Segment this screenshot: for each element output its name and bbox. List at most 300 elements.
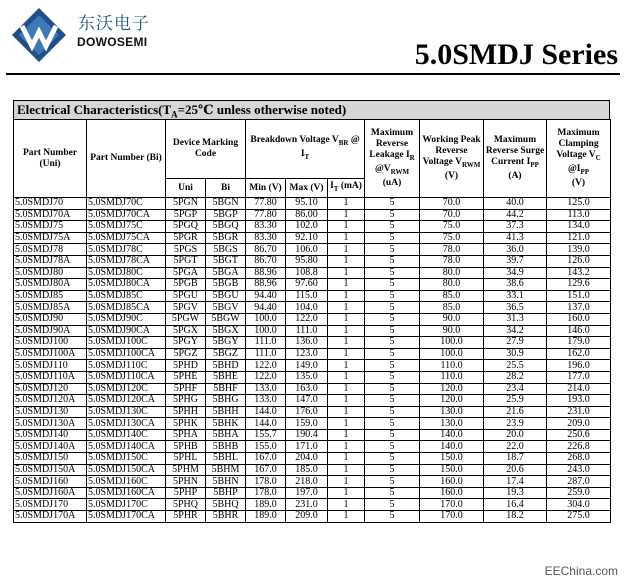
table-cell: 5PHQ: [166, 499, 206, 511]
table-cell: 5.0SMDJ130: [14, 406, 87, 418]
table-cell: 5BGY: [206, 337, 246, 349]
table-cell: 5PGU: [166, 290, 206, 302]
table-cell: 196.0: [547, 360, 611, 372]
table-cell: 190.4: [286, 429, 328, 441]
table-cell: 5BGT: [206, 255, 246, 267]
table-cell: 1: [328, 406, 365, 418]
table-cell: 5PGW: [166, 313, 206, 325]
table-cell: 5.0SMDJ90C: [87, 313, 166, 325]
table-cell: 5.0SMDJ170C: [87, 499, 166, 511]
table-cell: 111.0: [246, 337, 286, 349]
table-cell: 100.0: [246, 313, 286, 325]
table-cell: 5: [365, 348, 420, 360]
col-bi: Bi: [206, 179, 246, 198]
table-cell: 83.30: [246, 221, 286, 233]
table-cell: 5PHE: [166, 371, 206, 383]
table-cell: 5: [365, 232, 420, 244]
col-vc: Maximum Clamping Voltage $V_C$ $@I_{PP}$ (V): [547, 120, 611, 198]
table-cell: 104.0: [286, 302, 328, 314]
table-cell: 16.4: [484, 499, 547, 511]
table-cell: 134.0: [547, 221, 611, 233]
table-cell: 18.2: [484, 511, 547, 523]
table-cell: 5: [365, 487, 420, 499]
table-body: [14, 198, 611, 523]
table-row: [14, 348, 611, 360]
table-row: [14, 290, 611, 302]
table-cell: 5.0SMDJ170A: [14, 511, 87, 523]
table-row: [14, 360, 611, 372]
table-cell: 5: [365, 244, 420, 256]
table-cell: 5.0SMDJ100A: [14, 348, 87, 360]
table-cell: 86.70: [246, 244, 286, 256]
col-breakdown: Breakdown Voltage $V_{BR}$ @ $I_T$: [246, 120, 365, 179]
table-row: [14, 406, 611, 418]
table-cell: 5BHA: [206, 429, 246, 441]
table-cell: 1: [328, 221, 365, 233]
table-cell: 1: [328, 441, 365, 453]
table-cell: 5: [365, 360, 420, 372]
table-cell: 1: [328, 302, 365, 314]
table-cell: 108.8: [286, 267, 328, 279]
table-cell: 5: [365, 464, 420, 476]
table-cell: 25.9: [484, 395, 547, 407]
table-cell: 139.0: [547, 244, 611, 256]
table-cell: 5.0SMDJ85CA: [87, 302, 166, 314]
table-cell: 5.0SMDJ140C: [87, 429, 166, 441]
table-cell: 5BHQ: [206, 499, 246, 511]
table-cell: 136.0: [286, 337, 328, 349]
col-part-uni: Part Number (Uni): [14, 120, 87, 198]
table-cell: 5.0SMDJ110: [14, 360, 87, 372]
table-cell: 5PHK: [166, 418, 206, 430]
table-cell: 36.5: [484, 302, 547, 314]
table-cell: 130.0: [420, 406, 484, 418]
table-cell: 5.0SMDJ130C: [87, 406, 166, 418]
table-cell: 30.9: [484, 348, 547, 360]
table-cell: 5.0SMDJ78A: [14, 255, 87, 267]
table-cell: 5BHP: [206, 487, 246, 499]
table-cell: 304.0: [547, 499, 611, 511]
table-cell: 5BGP: [206, 209, 246, 221]
table-cell: 5BHE: [206, 371, 246, 383]
table-cell: 133.0: [246, 383, 286, 395]
table-cell: 110.0: [420, 371, 484, 383]
table-cell: 5BHM: [206, 464, 246, 476]
table-cell: 75.0: [420, 221, 484, 233]
table-cell: 125.0: [547, 198, 611, 210]
table-cell: 5.0SMDJ85A: [14, 302, 87, 314]
table-cell: 137.0: [547, 302, 611, 314]
table-cell: 146.0: [547, 325, 611, 337]
table-row: [14, 429, 611, 441]
table-cell: 144.0: [246, 418, 286, 430]
table-cell: 162.0: [547, 348, 611, 360]
table-cell: 5: [365, 371, 420, 383]
table-cell: 5: [365, 337, 420, 349]
table-cell: 5BHK: [206, 418, 246, 430]
table-cell: 287.0: [547, 476, 611, 488]
table-cell: 5BHL: [206, 453, 246, 465]
table-cell: 5.0SMDJ70CA: [87, 209, 166, 221]
table-row: [14, 383, 611, 395]
table-cell: 86.00: [286, 209, 328, 221]
table-cell: 5.0SMDJ160A: [14, 487, 87, 499]
table-cell: 178.0: [246, 476, 286, 488]
table-row: [14, 371, 611, 383]
col-vrwm: Working Peak Reverse Voltage $V_{RWM}$ (V): [420, 120, 484, 198]
table-cell: 5PHN: [166, 476, 206, 488]
table-cell: 160.0: [420, 476, 484, 488]
table-cell: 25.5: [484, 360, 547, 372]
table-cell: 1: [328, 418, 365, 430]
table-cell: 5.0SMDJ130A: [14, 418, 87, 430]
table-cell: 151.0: [547, 290, 611, 302]
table-cell: 5BGX: [206, 325, 246, 337]
table-cell: 5.0SMDJ120CA: [87, 395, 166, 407]
table-cell: 5.0SMDJ80A: [14, 279, 87, 291]
table-cell: 100.0: [420, 337, 484, 349]
table-cell: 5.0SMDJ160C: [87, 476, 166, 488]
table-cell: 111.0: [286, 325, 328, 337]
table-cell: 5: [365, 441, 420, 453]
table-cell: 5PGX: [166, 325, 206, 337]
col-marking: Device Marking Code: [166, 120, 246, 179]
table-cell: 1: [328, 453, 365, 465]
table-row: [14, 511, 611, 523]
electrical-characteristics-table: [13, 100, 610, 523]
table-cell: 123.0: [286, 348, 328, 360]
table-cell: 88.96: [246, 267, 286, 279]
table-cell: 5.0SMDJ120: [14, 383, 87, 395]
table-cell: 121.0: [547, 232, 611, 244]
table-cell: 5: [365, 255, 420, 267]
table-cell: 5.0SMDJ170: [14, 499, 87, 511]
table-cell: 113.0: [547, 209, 611, 221]
table-cell: 5.0SMDJ80C: [87, 267, 166, 279]
table-row: [14, 313, 611, 325]
table-cell: 259.0: [547, 487, 611, 499]
table-cell: 90.0: [420, 313, 484, 325]
table-cell: 1: [328, 499, 365, 511]
table-cell: 1: [328, 383, 365, 395]
table-cell: 5PGA: [166, 267, 206, 279]
table-cell: 1: [328, 232, 365, 244]
table-cell: 88.96: [246, 279, 286, 291]
table-cell: 5PHD: [166, 360, 206, 372]
table-cell: 5: [365, 453, 420, 465]
table-row: [14, 209, 611, 221]
table-cell: 144.0: [246, 406, 286, 418]
series-title: 5.0SMDJ Series: [414, 38, 618, 71]
table-cell: 120.0: [420, 395, 484, 407]
table-cell: 5: [365, 198, 420, 210]
table-cell: 122.0: [286, 313, 328, 325]
table-cell: 5: [365, 406, 420, 418]
table-cell: 171.0: [286, 441, 328, 453]
table-row: [14, 337, 611, 349]
table-cell: 170.0: [420, 499, 484, 511]
table-row: [14, 464, 611, 476]
table-cell: 129.6: [547, 279, 611, 291]
table-cell: 1: [328, 198, 365, 210]
table-cell: 275.0: [547, 511, 611, 523]
table-cell: 75.0: [420, 232, 484, 244]
table-cell: 18.7: [484, 453, 547, 465]
table-cell: 5PHA: [166, 429, 206, 441]
table-cell: 5BGZ: [206, 348, 246, 360]
table-cell: 100.0: [246, 325, 286, 337]
table-cell: 5PGY: [166, 337, 206, 349]
table-cell: 5: [365, 429, 420, 441]
table-row: [14, 302, 611, 314]
table-cell: 5BHH: [206, 406, 246, 418]
table-cell: 5.0SMDJ85C: [87, 290, 166, 302]
table-cell: 41.3: [484, 232, 547, 244]
table-cell: 176.0: [286, 406, 328, 418]
table-cell: 95.10: [286, 198, 328, 210]
table-cell: 5.0SMDJ85: [14, 290, 87, 302]
table-cell: 1: [328, 429, 365, 441]
table-cell: 160.0: [547, 313, 611, 325]
col-it: $I_T$ (mA): [328, 179, 365, 198]
table-cell: 5PHF: [166, 383, 206, 395]
table-cell: 85.0: [420, 290, 484, 302]
table-cell: 159.0: [286, 418, 328, 430]
table-row: [14, 198, 611, 210]
table-cell: 5.0SMDJ70: [14, 198, 87, 210]
table-cell: 28.2: [484, 371, 547, 383]
table-cell: 170.0: [420, 511, 484, 523]
table-cell: 5: [365, 313, 420, 325]
table-row: [14, 232, 611, 244]
table-cell: 133.0: [246, 395, 286, 407]
table-cell: 1: [328, 337, 365, 349]
table-cell: 204.0: [286, 453, 328, 465]
table-cell: 5PHR: [166, 511, 206, 523]
table-cell: 92.10: [286, 232, 328, 244]
table-cell: 5.0SMDJ80: [14, 267, 87, 279]
table-cell: 23.9: [484, 418, 547, 430]
table-cell: 5BHB: [206, 441, 246, 453]
table-cell: 5: [365, 267, 420, 279]
table-cell: 37.3: [484, 221, 547, 233]
table-cell: 77.80: [246, 209, 286, 221]
table-cell: 5BGV: [206, 302, 246, 314]
table-cell: 5.0SMDJ90A: [14, 325, 87, 337]
table-cell: 143.2: [547, 267, 611, 279]
table-row: [14, 441, 611, 453]
table-cell: 155.7: [246, 429, 286, 441]
table-cell: 150.0: [420, 464, 484, 476]
table-cell: 149.0: [286, 360, 328, 372]
table-cell: 95.80: [286, 255, 328, 267]
table-row: [14, 395, 611, 407]
table-cell: 5.0SMDJ78: [14, 244, 87, 256]
table-caption: Electrical $Characteristics(T_A=25℃$ unless otherwise noted): [13, 100, 610, 119]
table-cell: 1: [328, 325, 365, 337]
table-cell: 5.0SMDJ140A: [14, 441, 87, 453]
table-cell: 5BHG: [206, 395, 246, 407]
table-cell: 5PGS: [166, 244, 206, 256]
table-cell: 226.8: [547, 441, 611, 453]
table-cell: 147.0: [286, 395, 328, 407]
table-row: [14, 453, 611, 465]
table-cell: 1: [328, 476, 365, 488]
table-cell: 102.0: [286, 221, 328, 233]
table-cell: 5.0SMDJ70C: [87, 198, 166, 210]
table-cell: 80.0: [420, 267, 484, 279]
table-cell: 1: [328, 267, 365, 279]
col-uni: Uni: [166, 179, 206, 198]
table-cell: 5.0SMDJ100: [14, 337, 87, 349]
table-cell: 197.0: [286, 487, 328, 499]
table-cell: 5.0SMDJ120A: [14, 395, 87, 407]
table-cell: 97.60: [286, 279, 328, 291]
table-cell: 5BHF: [206, 383, 246, 395]
table-cell: 5: [365, 476, 420, 488]
table-cell: 5PGP: [166, 209, 206, 221]
table-cell: 5PGB: [166, 279, 206, 291]
table-cell: 5: [365, 511, 420, 523]
table-cell: 5.0SMDJ160: [14, 476, 87, 488]
table-cell: 163.0: [286, 383, 328, 395]
table-row: [14, 279, 611, 291]
table-cell: 5BHD: [206, 360, 246, 372]
table-row: [14, 499, 611, 511]
table-cell: 5.0SMDJ100C: [87, 337, 166, 349]
table-cell: 39.7: [484, 255, 547, 267]
table-cell: 214.0: [547, 383, 611, 395]
table-cell: 5.0SMDJ75C: [87, 221, 166, 233]
table-cell: 140.0: [420, 429, 484, 441]
table-cell: 160.0: [420, 487, 484, 499]
table-cell: 1: [328, 209, 365, 221]
table-cell: 33.1: [484, 290, 547, 302]
table-cell: 86.70: [246, 255, 286, 267]
table-cell: 209.0: [286, 511, 328, 523]
table-cell: 5.0SMDJ75: [14, 221, 87, 233]
table-cell: 5: [365, 325, 420, 337]
col-ipp: Maximum Reverse Surge Current $I_{PP}$ (A): [484, 120, 547, 198]
table-cell: 78.0: [420, 255, 484, 267]
table-cell: 185.0: [286, 464, 328, 476]
table-row: [14, 255, 611, 267]
table-row: [14, 221, 611, 233]
table-cell: 231.0: [286, 499, 328, 511]
table-cell: 5.0SMDJ75A: [14, 232, 87, 244]
table-cell: 27.9: [484, 337, 547, 349]
table-cell: 17.4: [484, 476, 547, 488]
table-cell: 5BHR: [206, 511, 246, 523]
table-cell: 31.3: [484, 313, 547, 325]
table-cell: 250.6: [547, 429, 611, 441]
table-cell: 40.0: [484, 198, 547, 210]
table-cell: 120.0: [420, 383, 484, 395]
table-cell: 5BGA: [206, 267, 246, 279]
table-cell: 70.0: [420, 198, 484, 210]
watermark: EEChina.com: [544, 564, 618, 578]
table-cell: 5BGU: [206, 290, 246, 302]
table-cell: 115.0: [286, 290, 328, 302]
table-cell: 5.0SMDJ140: [14, 429, 87, 441]
table-cell: 5PGQ: [166, 221, 206, 233]
table-cell: 5.0SMDJ110C: [87, 360, 166, 372]
table-cell: 5BGQ: [206, 221, 246, 233]
table-cell: 5.0SMDJ110CA: [87, 371, 166, 383]
table-cell: 5.0SMDJ110A: [14, 371, 87, 383]
table-cell: 20.0: [484, 429, 547, 441]
table-cell: 5PHG: [166, 395, 206, 407]
table-cell: 5.0SMDJ120C: [87, 383, 166, 395]
table-cell: 5BGS: [206, 244, 246, 256]
table-cell: 23.4: [484, 383, 547, 395]
table-cell: 5PGR: [166, 232, 206, 244]
table-cell: 110.0: [420, 360, 484, 372]
table-cell: 178.0: [246, 487, 286, 499]
table-cell: 106.0: [286, 244, 328, 256]
table-cell: 1: [328, 279, 365, 291]
table-cell: 5.0SMDJ160CA: [87, 487, 166, 499]
table-cell: 5.0SMDJ90CA: [87, 325, 166, 337]
table-row: [14, 476, 611, 488]
header-divider: [6, 73, 620, 75]
table-cell: 189.0: [246, 499, 286, 511]
table-cell: 243.0: [547, 464, 611, 476]
table-cell: 5PGV: [166, 302, 206, 314]
table-cell: 5.0SMDJ75CA: [87, 232, 166, 244]
table-cell: 268.0: [547, 453, 611, 465]
table-cell: 85.0: [420, 302, 484, 314]
table-row: [14, 267, 611, 279]
table-cell: 179.0: [547, 337, 611, 349]
table-cell: 5PGZ: [166, 348, 206, 360]
table-cell: 5PHH: [166, 406, 206, 418]
table-cell: 5.0SMDJ130CA: [87, 418, 166, 430]
table-cell: 5.0SMDJ80CA: [87, 279, 166, 291]
table-cell: 5: [365, 221, 420, 233]
table-cell: 167.0: [246, 453, 286, 465]
table-cell: 1: [328, 395, 365, 407]
table-cell: 5: [365, 279, 420, 291]
table-cell: 5PHP: [166, 487, 206, 499]
table-cell: 5: [365, 209, 420, 221]
spec-table: [13, 119, 611, 523]
table-cell: 150.0: [420, 453, 484, 465]
table-cell: 122.0: [246, 371, 286, 383]
page-header: [0, 0, 624, 76]
table-cell: 5BGR: [206, 232, 246, 244]
col-part-bi: Part Number (Bi): [87, 120, 166, 198]
table-cell: 1: [328, 487, 365, 499]
table-cell: 5BGN: [206, 198, 246, 210]
table-cell: 90.0: [420, 325, 484, 337]
table-cell: 5: [365, 302, 420, 314]
table-cell: 5.0SMDJ150CA: [87, 464, 166, 476]
table-cell: 94.40: [246, 290, 286, 302]
table-cell: 80.0: [420, 279, 484, 291]
table-cell: 5PHL: [166, 453, 206, 465]
table-cell: 22.0: [484, 441, 547, 453]
table-cell: 122.0: [246, 360, 286, 372]
table-cell: 1: [328, 371, 365, 383]
col-max: Max (V): [286, 179, 328, 198]
table-cell: 5.0SMDJ140CA: [87, 441, 166, 453]
table-cell: 5.0SMDJ150A: [14, 464, 87, 476]
table-cell: 70.0: [420, 209, 484, 221]
table-cell: 231.0: [547, 406, 611, 418]
table-cell: 83.30: [246, 232, 286, 244]
table-cell: 5BGW: [206, 313, 246, 325]
